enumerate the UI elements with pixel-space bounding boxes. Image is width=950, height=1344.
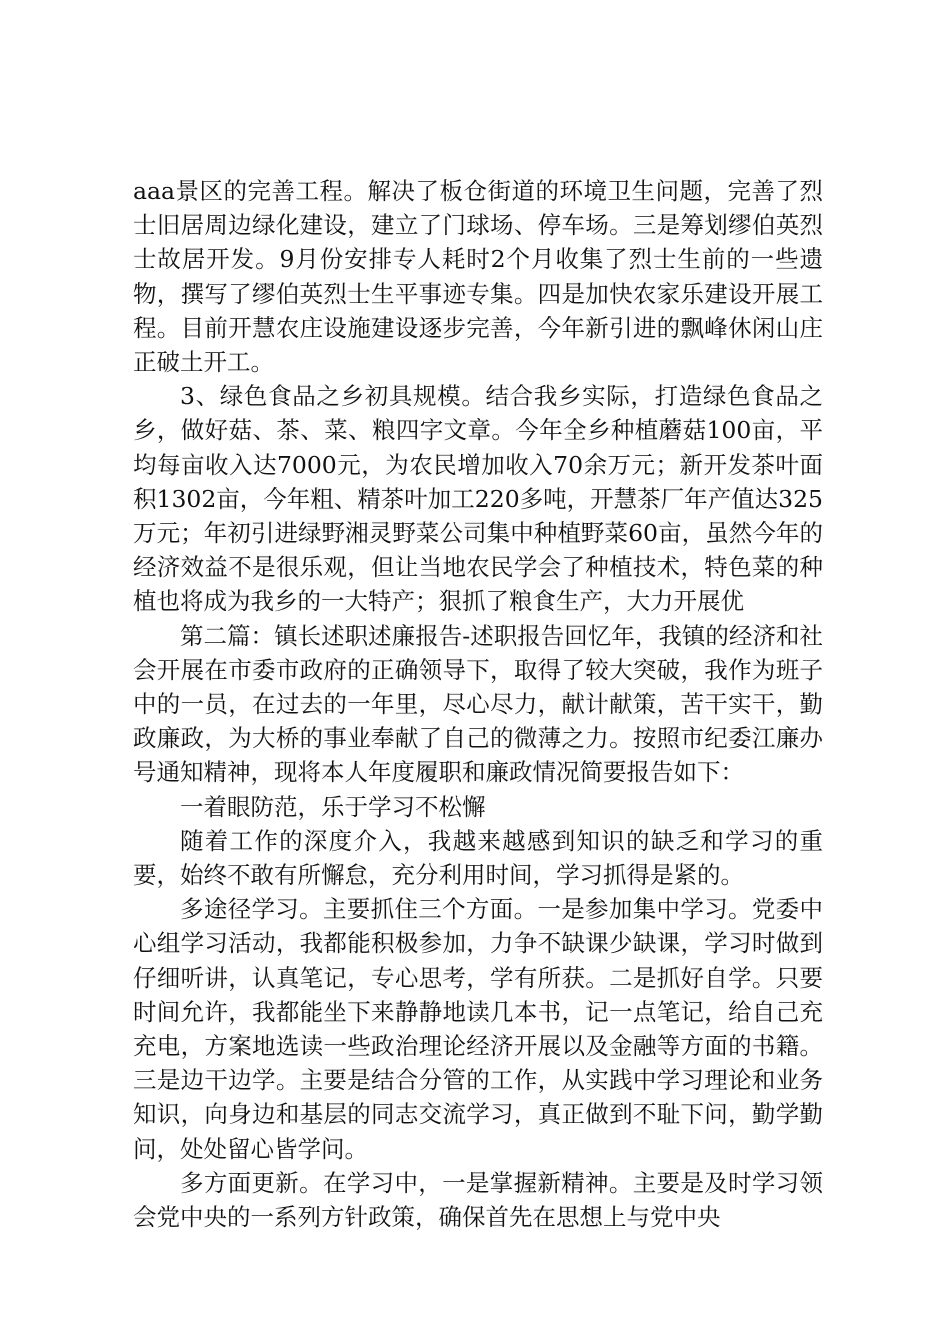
section-heading-study: 一着眼防范，乐于学习不松懈 bbox=[180, 792, 486, 821]
paragraph-continuation-scenic-area: aaa景区的完善工程。解决了板仓街道的环境卫生问题，完善了烈士旧居周边绿化建设，建立了门球场、停车场。三是筹划缪伯英烈士故居开发。9月份安排专人耗时2个月收集了烈士生前的一些遗物，撰写了缪伯英烈士生平事迹专集。四是加快农家乐建设开展工程。目前开慧农庄设施建设逐步完善，今年新引进的飘峰休闲山庄正破土开工。 bbox=[133, 177, 823, 377]
paragraph-second-article-intro: 第二篇：镇长述职述廉报告-述职报告回忆年，我镇的经济和社会开展在市委市政府的正确领导下，取得了较大突破，我作为班子中的一员，在过去的一年里，尽心尽力，献计献策，苦干实干，勤政廉政，为大桥的事业奉献了自己的微薄之力。按照市纪委江廉办号通知精神，现将本人年度履职和廉政情况简要报告如下： bbox=[133, 621, 823, 787]
paragraph-multi-channel-study: 多途径学习。主要抓住三个方面。一是参加集中学习。党委中心组学习活动，我都能积极参加，力争不缺课少缺课，学习时做到仔细听讲，认真笔记，专心思考，学有所获。二是抓好自学。只要时间允许，我都能坐下来静静地读几本书，记一点笔记，给自己充充电，方案地选读一些政治理论经济开展以及金融等方面的书籍。三是边干边学。主要是结合分管的工作，从实践中学习理论和业务知识，向身边和基层的同志交流学习，真正做到不耻下问，勤学勤问，处处留心皆学问。 bbox=[133, 895, 823, 1163]
paragraph-study-importance: 随着工作的深度介入，我越来越感到知识的缺乏和学习的重要，始终不敢有所懈怠，充分利用时间，学习抓得是紧的。 bbox=[133, 826, 823, 890]
paragraph-multi-aspect-update: 多方面更新。在学习中，一是掌握新精神。主要是及时学习领会党中央的一系列方针政策，确保首先在思想上与党中央 bbox=[133, 1168, 823, 1232]
paragraph-green-food: 3、绿色食品之乡初具规模。结合我乡实际，打造绿色食品之乡，做好菇、茶、菜、粮四字文章。今年全乡种植蘑菇100亩，平均每亩收入达7000元，为农民增加收入70余万元；新开发茶叶面积1302亩，今年粗、精茶叶加工220多吨，开慧茶厂年产值达325万元；年初引进绿野湘灵野菜公司集中种植野菜60亩，虽然今年的经济效益不是很乐观，但让当地农民学会了种植技术，特色菜的种植也将成为我乡的一大特产；狠抓了粮食生产，大力开展优 bbox=[133, 382, 824, 616]
body-text bbox=[133, 174, 823, 1234]
